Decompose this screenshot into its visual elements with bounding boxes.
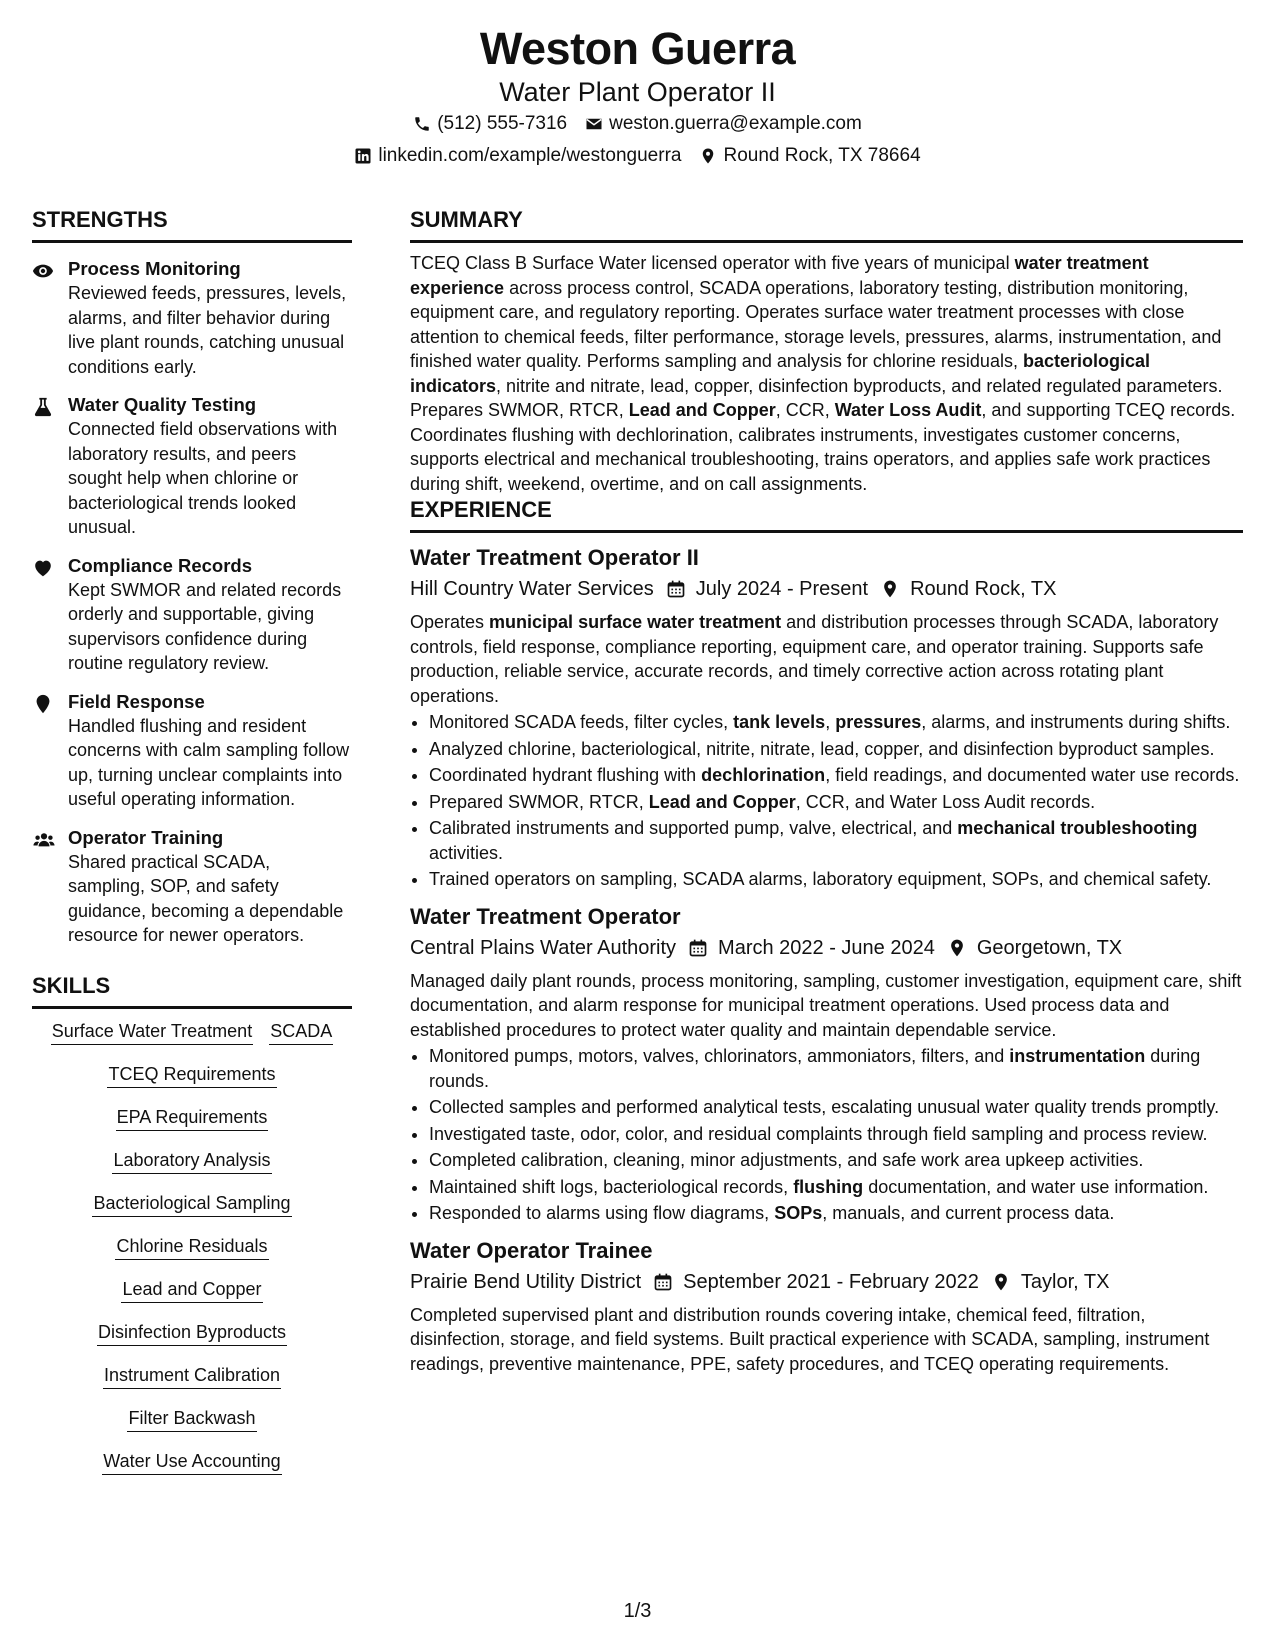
job-bullets bbox=[410, 710, 1243, 892]
text-segment: , manuals, and current process data. bbox=[822, 1203, 1115, 1223]
bullet-item bbox=[429, 1095, 1243, 1120]
bullet-item bbox=[429, 1122, 1243, 1147]
strength-item bbox=[32, 826, 352, 948]
skills-list bbox=[32, 1019, 352, 1475]
bullet-item bbox=[429, 1201, 1243, 1226]
calendar-icon bbox=[666, 579, 686, 599]
skill-row bbox=[32, 1191, 352, 1217]
job-company: Hill Country Water Services bbox=[410, 578, 654, 600]
contact-row-2 bbox=[0, 140, 1275, 172]
bullet-item bbox=[429, 1148, 1243, 1173]
text-segment: Operates bbox=[410, 612, 490, 632]
job-meta bbox=[410, 933, 1243, 963]
strength-item bbox=[32, 554, 352, 676]
email-contact[interactable] bbox=[585, 108, 862, 140]
text-segment: , CCR, and Water Loss Audit records. bbox=[795, 791, 1096, 812]
skill-tag: EPA Requirements bbox=[116, 1105, 269, 1131]
job-company: Prairie Bend Utility District bbox=[410, 1270, 642, 1293]
bold-text: instrumentation bbox=[1009, 1046, 1146, 1066]
skill-row bbox=[32, 1277, 352, 1303]
eye-icon bbox=[32, 257, 56, 379]
map-pin-icon bbox=[947, 938, 967, 958]
calendar-icon bbox=[653, 1272, 673, 1292]
strength-description: Handled flushing and resident concerns with calm sampling follow up, turning unclear complaints into useful operating information. bbox=[68, 715, 350, 809]
bullet-item bbox=[429, 763, 1243, 788]
job-location bbox=[947, 933, 1122, 963]
bold-text: municipal surface water treatment bbox=[489, 612, 782, 632]
resume-header bbox=[0, 22, 1275, 172]
bullet-item bbox=[429, 1044, 1243, 1093]
text-segment: Maintained shift logs, bacteriological records, bbox=[429, 1176, 794, 1197]
job-entry bbox=[410, 1236, 1243, 1377]
skill-tag: TCEQ Requirements bbox=[107, 1062, 276, 1088]
skill-tag: Laboratory Analysis bbox=[112, 1148, 271, 1174]
text-segment: , nitrite and nitrate, lead, copper, disinfection byproducts, and related regulated parameters. Prepares SWMOR, RTCR, bbox=[410, 375, 1223, 420]
location-text: Round Rock, TX 78664 bbox=[723, 145, 921, 166]
bold-text: Water Loss Audit bbox=[834, 400, 982, 420]
text-segment: documentation, and water use information. bbox=[863, 1176, 1209, 1197]
map-pin-icon bbox=[32, 690, 56, 812]
job-description bbox=[410, 610, 1243, 708]
text-segment: Trained operators on sampling, SCADA alarms, laboratory equipment, SOPs, and chemical safety. bbox=[429, 869, 1212, 889]
envelope-icon bbox=[585, 115, 603, 133]
strength-description: Reviewed feeds, pressures, levels, alarms, and filter behavior during live plant rounds, catching unusual conditions early. bbox=[68, 283, 347, 377]
text-segment: , field readings, and documented water use records. bbox=[825, 765, 1240, 785]
email-text[interactable]: weston.guerra@example.com bbox=[609, 113, 862, 134]
text-segment: TCEQ Class B Surface Water licensed operator with five years of municipal bbox=[410, 253, 1015, 273]
strength-title: Water Quality Testing bbox=[68, 394, 257, 415]
text-segment: Monitored pumps, motors, valves, chlorinators, ammoniators, filters, and bbox=[429, 1046, 1010, 1066]
skill-tag: Disinfection Byproducts bbox=[97, 1320, 287, 1346]
skill-tag: Instrument Calibration bbox=[103, 1363, 281, 1389]
calendar-icon bbox=[688, 938, 708, 958]
left-column bbox=[32, 206, 352, 1492]
text-segment: Monitored SCADA feeds, filter cycles, bbox=[429, 712, 734, 732]
bullet-item bbox=[429, 816, 1243, 865]
bold-text: bacteriological indicators bbox=[410, 351, 1150, 396]
strengths-list bbox=[32, 257, 352, 948]
skill-tag: Chlorine Residuals bbox=[115, 1234, 268, 1260]
bold-text: mechanical troubleshooting bbox=[957, 818, 1198, 838]
text-segment: , bbox=[825, 712, 836, 732]
job-bullets bbox=[410, 1044, 1243, 1226]
text-segment: Responded to alarms using flow diagrams, bbox=[429, 1203, 775, 1223]
bold-text: SOPs bbox=[774, 1203, 823, 1223]
job-title: Water Treatment Operator bbox=[410, 903, 681, 929]
job-location-text: Georgetown, TX bbox=[976, 936, 1123, 959]
job-meta bbox=[410, 1267, 1243, 1297]
bold-text: flushing bbox=[793, 1176, 864, 1197]
job-location-text: Round Rock, TX bbox=[910, 578, 1057, 600]
bullet-item bbox=[429, 1175, 1243, 1200]
users-icon bbox=[32, 826, 56, 948]
map-pin-icon bbox=[699, 147, 717, 165]
summary-heading: SUMMARY bbox=[410, 206, 1243, 243]
text-segment: , alarms, and instruments during shifts. bbox=[921, 712, 1231, 732]
job-location-text: Taylor, TX bbox=[1020, 1270, 1110, 1293]
candidate-name: Weston Guerra bbox=[479, 23, 796, 74]
summary-text bbox=[410, 251, 1243, 496]
job-dates-text: July 2024 - Present bbox=[695, 578, 869, 600]
job-dates bbox=[688, 933, 935, 963]
job-description bbox=[410, 969, 1243, 1043]
job-title: Water Treatment Operator II bbox=[410, 545, 699, 570]
text-segment: Managed daily plant rounds, process monitoring, sampling, customer investigation, equipment care, shift documentation, and alarm response for municipal treatment operations. Used process data and established procedures to protect water quality and maintain dependable service. bbox=[410, 970, 1242, 1040]
map-pin-icon bbox=[991, 1272, 1011, 1292]
text-segment: Investigated taste, odor, color, and residual complaints through field sampling and process review. bbox=[429, 1123, 1208, 1144]
text-segment: Calibrated instruments and supported pump, valve, electrical, and bbox=[429, 818, 958, 838]
job-title: Water Operator Trainee bbox=[410, 1237, 653, 1263]
strength-title: Compliance Records bbox=[68, 554, 253, 576]
bullet-item bbox=[429, 737, 1243, 762]
skill-row bbox=[32, 1019, 352, 1045]
text-segment: Completed supervised plant and distribution rounds covering intake, chemical feed, filtration, disinfection, storage, and field systems. Built practical experience with SCADA, sampling, instrument readings, preventive maintenance, PPE, safety procedures, and TCEQ operating requirements. bbox=[410, 1304, 1210, 1374]
bold-text: dechlorination bbox=[701, 765, 826, 785]
text-segment: Coordinated hydrant flushing with bbox=[429, 765, 702, 785]
strength-description: Shared practical SCADA, sampling, SOP, and safety guidance, becoming a dependable resource for newer operators. bbox=[68, 851, 344, 945]
strength-title: Field Response bbox=[68, 690, 205, 712]
text-segment: Completed calibration, cleaning, minor adjustments, and safe work area upkeep activities. bbox=[429, 1150, 1144, 1170]
job-location bbox=[991, 1267, 1110, 1297]
skill-tag: SCADA bbox=[269, 1019, 333, 1045]
job-entry bbox=[410, 902, 1243, 1226]
bold-text: tank levels bbox=[733, 712, 826, 732]
skill-row bbox=[32, 1406, 352, 1432]
bold-text: water treatment experience bbox=[410, 253, 1149, 298]
map-pin-icon bbox=[880, 579, 900, 599]
skill-tag: Bacteriological Sampling bbox=[92, 1191, 291, 1217]
strength-item bbox=[32, 393, 352, 540]
skills-heading: SKILLS bbox=[32, 972, 352, 1009]
bold-text: pressures bbox=[835, 712, 922, 732]
phone-icon bbox=[413, 115, 431, 133]
job-company: Central Plains Water Authority bbox=[410, 936, 677, 959]
bullet-item bbox=[429, 867, 1243, 892]
skill-row bbox=[32, 1148, 352, 1174]
strength-description: Connected field observations with laboratory results, and peers sought help when chlorine or bacteriological trends looked unusual. bbox=[68, 419, 338, 537]
job-dates-text: March 2022 - June 2024 bbox=[718, 936, 935, 959]
linkedin-icon bbox=[354, 147, 372, 165]
text-segment: during rounds. bbox=[429, 1046, 1201, 1091]
job-location bbox=[880, 574, 1056, 604]
linkedin-contact[interactable] bbox=[354, 140, 681, 172]
text-segment: , and supporting TCEQ records. Coordinates flushing with dechlorination, calibrates instruments, investigates customer concerns, supports electrical and mechanical troubleshooting, trains operators, and applies safe work practices during shift, weekend, overtime, and on call assignments. bbox=[410, 400, 1236, 494]
skill-row bbox=[32, 1449, 352, 1475]
text-segment: Collected samples and performed analytical tests, escalating unusual water quality trends promptly. bbox=[429, 1097, 1220, 1117]
right-column bbox=[410, 206, 1243, 1376]
strength-description: Kept SWMOR and related records orderly and supportable, giving supervisors confidence during routine regulatory review. bbox=[68, 579, 342, 673]
location-contact bbox=[699, 140, 920, 172]
skill-row bbox=[32, 1234, 352, 1260]
bold-text: Lead and Copper bbox=[628, 400, 776, 420]
skill-row bbox=[32, 1062, 352, 1088]
job-description bbox=[410, 1303, 1243, 1377]
text-segment: across process control, SCADA operations, laboratory testing, distribution monitoring, equipment care, and regulatory reporting. Operates surface water treatment processes with close attention to chemical feeds, filter performance, storage levels, pressures, alarms, instrumentation, and finished water quality. Performs sampling and analysis for chlorine residuals, bbox=[410, 277, 1222, 371]
text-segment: and distribution processes through SCADA, laboratory controls, field response, compliance reporting, equipment care, and operator training. Supports safe production, reliable service, accurate records, and timely corrective action across rotating plant operations. bbox=[410, 612, 1219, 706]
experience-list bbox=[410, 543, 1243, 1376]
job-entry bbox=[410, 543, 1243, 892]
phone-contact bbox=[413, 108, 567, 140]
skill-row bbox=[32, 1320, 352, 1346]
experience-heading: EXPERIENCE bbox=[410, 496, 1243, 533]
strengths-heading: STRENGTHS bbox=[32, 206, 352, 243]
candidate-role: Water Plant Operator II bbox=[499, 77, 776, 107]
job-dates bbox=[653, 1267, 979, 1297]
bullet-item bbox=[429, 790, 1243, 815]
skill-tag: Lead and Copper bbox=[121, 1277, 262, 1303]
job-meta bbox=[410, 574, 1243, 604]
bullet-item bbox=[429, 710, 1243, 735]
skill-tag: Filter Backwash bbox=[127, 1406, 256, 1432]
phone-text: (512) 555-7316 bbox=[437, 113, 568, 134]
skill-tag: Surface Water Treatment bbox=[51, 1019, 253, 1045]
skill-tag: Water Use Accounting bbox=[102, 1449, 281, 1475]
job-dates bbox=[666, 574, 868, 604]
bold-text: Lead and Copper bbox=[648, 791, 796, 812]
text-segment: activities. bbox=[429, 842, 504, 863]
job-dates-text: September 2021 - February 2022 bbox=[683, 1270, 979, 1293]
skill-row bbox=[32, 1363, 352, 1389]
text-segment: , CCR, bbox=[775, 400, 835, 420]
skill-row bbox=[32, 1105, 352, 1131]
page-number: 1/3 bbox=[623, 1600, 652, 1622]
heart-icon bbox=[32, 554, 56, 676]
text-segment: Prepared SWMOR, RTCR, bbox=[429, 791, 649, 812]
text-segment: Analyzed chlorine, bacteriological, nitrite, nitrate, lead, copper, and disinfection byproduct samples. bbox=[429, 738, 1215, 759]
strength-title: Operator Training bbox=[68, 826, 224, 848]
flask-icon bbox=[32, 393, 56, 540]
strength-title: Process Monitoring bbox=[68, 258, 241, 279]
linkedin-text[interactable]: linkedin.com/example/westonguerra bbox=[378, 145, 682, 166]
strength-item bbox=[32, 690, 352, 812]
contact-row-1 bbox=[0, 108, 1275, 140]
strength-item bbox=[32, 257, 352, 379]
